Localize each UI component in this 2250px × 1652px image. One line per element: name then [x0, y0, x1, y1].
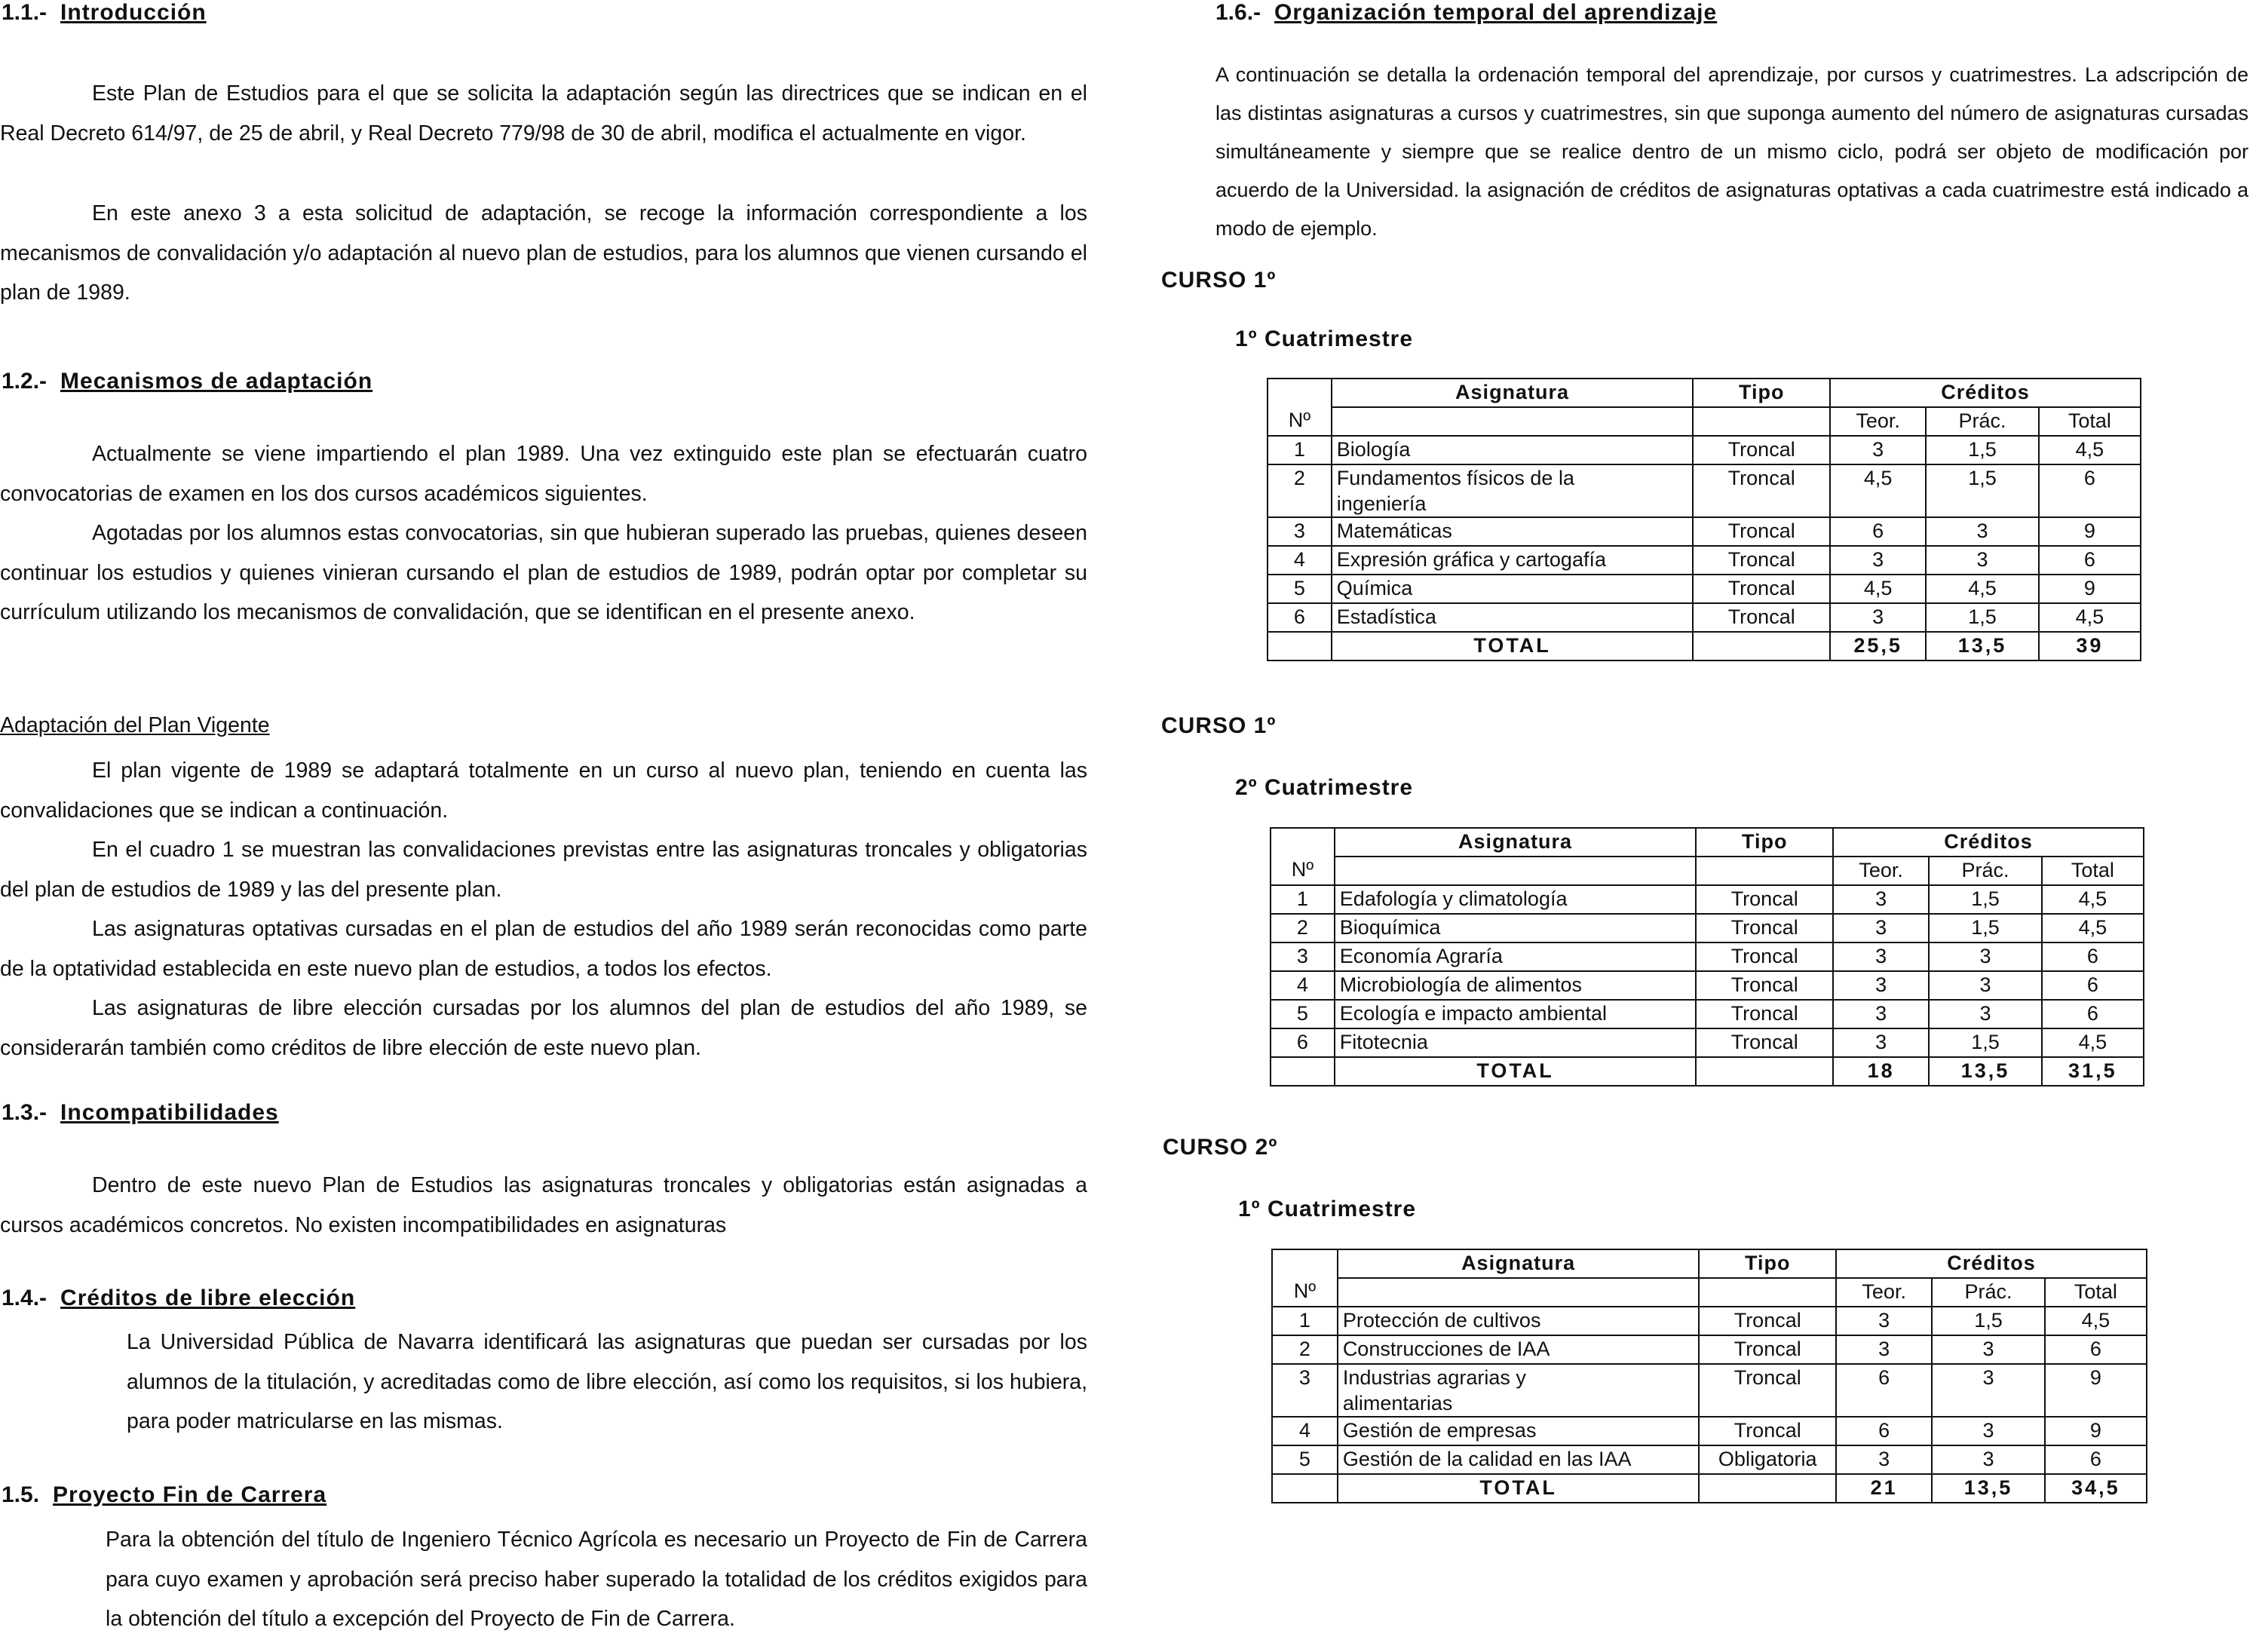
- total-label: TOTAL: [1332, 632, 1694, 660]
- section-number: 1.2.-: [2, 369, 48, 394]
- header-creditos: Créditos: [1833, 828, 2144, 857]
- row-type: Troncal: [1696, 885, 1833, 914]
- header-tipo: Tipo: [1693, 379, 1830, 407]
- row-subject: [1332, 464, 1694, 517]
- table-row: [1271, 1000, 2144, 1028]
- section-heading-1-3: [2, 1100, 279, 1126]
- row-teor: 3: [1833, 1000, 1929, 1028]
- section-title: Introducción: [60, 0, 207, 25]
- cuatrimestre-heading: 1º Cuatrimestre: [1238, 1197, 1417, 1221]
- row-subject: Construcciones de IAA: [1338, 1335, 1700, 1364]
- row-type: Troncal: [1696, 942, 1833, 971]
- adaptation-paragraph-2: Agotadas por los alumnos estas convocatorias, sin que hubieran superado las pruebas, quienes deseen continuar los estudios y quienes vinieran cursando el plan de estudios de 1989, podrán optar por completar su currículum utilizando los mecanismos de convalidación, que se identifican en el presente anexo.: [0, 521, 1087, 624]
- row-subject: [1338, 1364, 1700, 1417]
- table-row: [1268, 517, 2141, 546]
- row-prac: 4,5: [1926, 575, 2038, 603]
- row-prac: 1,5: [1926, 436, 2038, 464]
- section-title: Créditos de libre elección: [60, 1286, 356, 1310]
- row-type: Troncal: [1699, 1307, 1836, 1335]
- total-label: TOTAL: [1335, 1057, 1697, 1086]
- section-number: 1.3.-: [2, 1100, 48, 1125]
- row-prac: 3: [1926, 517, 2038, 546]
- row-total: 9: [2039, 517, 2141, 546]
- row-total: 4,5: [2042, 1028, 2144, 1057]
- table-row: [1268, 603, 2141, 632]
- row-teor: 3: [1830, 546, 1926, 575]
- row-subject: Economía Agraría: [1335, 942, 1697, 971]
- row-teor: 3: [1830, 436, 1926, 464]
- total-prac: 13,5: [1926, 632, 2038, 660]
- row-type: Troncal: [1696, 1028, 1833, 1057]
- plan-paragraph-4: Las asignaturas de libre elección cursadas por los alumnos del plan de estudios del año 1989, se considerarán también como créditos de libre elección de este nuevo plan.: [0, 996, 1087, 1060]
- row-total: 9: [2045, 1364, 2147, 1417]
- table-row: [1268, 436, 2141, 464]
- row-number: 3: [1271, 942, 1335, 971]
- intro-paragraph-2: En este anexo 3 a esta solicitud de adaptación, se recoge la información correspondiente a los mecanismos de convalidación y/o adaptación al nuevo plan de estudios, para los alumnos que vienen cursando el plan de 1989.: [0, 201, 1087, 305]
- row-prac: 1,5: [1926, 603, 2038, 632]
- header-total: Total: [2042, 857, 2144, 885]
- row-total: 6: [2039, 546, 2141, 575]
- credits-table: [1270, 827, 2144, 1087]
- row-total: 6: [2045, 1335, 2147, 1364]
- row-number: 1: [1272, 1307, 1338, 1335]
- row-total: 4,5: [2042, 914, 2144, 942]
- row-type: Troncal: [1699, 1417, 1836, 1445]
- section-heading-1-4: [2, 1286, 355, 1311]
- row-number: 5: [1268, 575, 1332, 603]
- header-no: Nº: [1268, 407, 1332, 436]
- total-total: 39: [2039, 632, 2141, 660]
- row-subject-line2: ingeniería: [1336, 492, 1427, 515]
- table-row: [1272, 1335, 2147, 1364]
- row-type: Troncal: [1693, 517, 1830, 546]
- row-total: 6: [2042, 1000, 2144, 1028]
- table-row: [1271, 971, 2144, 1000]
- header-creditos: Créditos: [1830, 379, 2141, 407]
- row-total: 4,5: [2045, 1307, 2147, 1335]
- row-subject: Estadística: [1332, 603, 1694, 632]
- row-type: Troncal: [1696, 914, 1833, 942]
- free-credits-paragraph: La Universidad Pública de Navarra identificará las asignaturas que puedan ser cursadas por los alumnos de la titulación, y acreditadas como de libre elección, así como los requisitos, si los hubiera, para poder matricularse en las mismas.: [127, 1330, 1087, 1433]
- section-title: Proyecto Fin de Carrera: [53, 1482, 327, 1507]
- section-title: Incompatibilidades: [60, 1100, 279, 1125]
- total-teor: 21: [1836, 1474, 1932, 1503]
- total-row: [1268, 632, 2141, 660]
- row-number: 2: [1268, 464, 1332, 517]
- total-total: 31,5: [2042, 1057, 2144, 1086]
- row-type: Troncal: [1699, 1364, 1836, 1417]
- row-subject: Biología: [1332, 436, 1694, 464]
- header-teor: Teor.: [1836, 1278, 1932, 1307]
- total-prac: 13,5: [1929, 1057, 2041, 1086]
- table-row: [1271, 1028, 2144, 1057]
- row-number: 5: [1272, 1445, 1338, 1474]
- curso-heading: CURSO 2º: [1163, 1135, 1278, 1160]
- row-total: 6: [2039, 464, 2141, 517]
- row-teor: 3: [1836, 1445, 1932, 1474]
- intro-paragraph-1: Este Plan de Estudios para el que se solicita la adaptación según las directrices que se indican en el Real Decreto 614/97, de 25 de abril, y Real Decreto 779/98 de 30 de abril, modifica el actualmente en vigor.: [0, 81, 1087, 146]
- row-subject: Fitotecnia: [1335, 1028, 1697, 1057]
- section-heading-1-1: [2, 0, 207, 26]
- plan-paragraph-2: En el cuadro 1 se muestran las convalidaciones previstas entre las asignaturas troncales y obligatorias del plan de estudios de 1989 y las del presente plan.: [0, 838, 1087, 902]
- row-subject: Ecología e impacto ambiental: [1335, 1000, 1697, 1028]
- section-number: 1.1.-: [2, 0, 48, 25]
- row-number: 4: [1272, 1417, 1338, 1445]
- row-teor: 6: [1830, 517, 1926, 546]
- total-total: 34,5: [2045, 1474, 2147, 1503]
- header-creditos: Créditos: [1836, 1249, 2147, 1278]
- header-tipo: Tipo: [1696, 828, 1833, 857]
- row-total: 4,5: [2039, 436, 2141, 464]
- header-tipo: Tipo: [1699, 1249, 1836, 1278]
- row-type: Troncal: [1699, 1335, 1836, 1364]
- row-teor: 3: [1836, 1335, 1932, 1364]
- temporal-org-paragraph: A continuación se detalla la ordenación temporal del aprendizaje, por cursos y cuatrimestres. La adscripción de las distintas asignaturas a cursos y cuatrimestres, sin que suponga aumento del número de asignaturas cursadas simultáneamente y siempre que se realice dentro de un mismo ciclo, podrá ser objeto de modificación por acuerdo de la Universidad. la asignación de créditos de asignaturas optativas a cada cuatrimestre está indicado a modo de ejemplo.: [1215, 63, 2248, 240]
- section-number: 1.5.: [2, 1482, 40, 1507]
- row-number: 4: [1271, 971, 1335, 1000]
- header-no: Nº: [1271, 857, 1335, 885]
- row-type: Troncal: [1696, 971, 1833, 1000]
- table-row: [1272, 1417, 2147, 1445]
- total-prac: 13,5: [1932, 1474, 2044, 1503]
- row-prac: 3: [1926, 546, 2038, 575]
- row-teor: 3: [1833, 971, 1929, 1000]
- row-type: Troncal: [1693, 546, 1830, 575]
- row-subject-line1: Fundamentos físicos de la: [1336, 467, 1574, 489]
- curso-heading: CURSO 1º: [1161, 713, 1277, 738]
- plan-paragraph-1: El plan vigente de 1989 se adaptará totalmente en un curso al nuevo plan, teniendo en cuenta las convalidaciones que se indican a continuación.: [0, 759, 1087, 823]
- total-label: TOTAL: [1338, 1474, 1700, 1503]
- table-row: [1271, 914, 2144, 942]
- row-type: Troncal: [1693, 603, 1830, 632]
- row-prac: 1,5: [1926, 464, 2038, 517]
- table-row: [1268, 464, 2141, 517]
- section-heading-1-2: [2, 369, 372, 394]
- row-prac: 1,5: [1932, 1307, 2044, 1335]
- table-row: [1268, 575, 2141, 603]
- row-prac: 3: [1932, 1417, 2044, 1445]
- row-subject: Matemáticas: [1332, 517, 1694, 546]
- header-total: Total: [2039, 407, 2141, 436]
- row-number: 1: [1271, 885, 1335, 914]
- row-subject: Gestión de la calidad en las IAA: [1338, 1445, 1700, 1474]
- row-subject: Protección de cultivos: [1338, 1307, 1700, 1335]
- row-type: Troncal: [1693, 464, 1830, 517]
- header-no: Nº: [1272, 1278, 1338, 1307]
- final-project-paragraph: Para la obtención del título de Ingeniero Técnico Agrícola es necesario un Proyecto de Fin de Carrera para cuyo examen y aprobación será preciso haber superado la totalidad de los créditos exigidos para la obtención del título a excepción del Proyecto de Fin de Carrera.: [106, 1528, 1087, 1631]
- row-type: Obligatoria: [1699, 1445, 1836, 1474]
- plan-paragraph-3: Las asignaturas optativas cursadas en el plan de estudios del año 1989 serán reconocidas como parte de la optatividad establecida en este nuevo plan de estudios, a todos los efectos.: [0, 917, 1087, 981]
- row-total: 4,5: [2042, 885, 2144, 914]
- header-asignatura: Asignatura: [1335, 828, 1697, 857]
- row-subject: Gestión de empresas: [1338, 1417, 1700, 1445]
- row-teor: 3: [1836, 1307, 1932, 1335]
- row-prac: 1,5: [1929, 885, 2041, 914]
- table-row: [1271, 942, 2144, 971]
- row-prac: 3: [1929, 971, 2041, 1000]
- total-teor: 25,5: [1830, 632, 1926, 660]
- cuatrimestre-heading: 2º Cuatrimestre: [1235, 775, 1414, 800]
- section-title: Organización temporal del aprendizaje: [1274, 0, 1718, 25]
- credits-table: [1271, 1249, 2147, 1503]
- row-teor: 4,5: [1830, 464, 1926, 517]
- row-type: Troncal: [1696, 1000, 1833, 1028]
- row-total: 6: [2045, 1445, 2147, 1474]
- table-row: [1272, 1445, 2147, 1474]
- row-subject-line2: alimentarias: [1342, 1392, 1453, 1414]
- row-number: 5: [1271, 1000, 1335, 1028]
- section-number: 1.6.-: [1215, 0, 1261, 25]
- credits-table: [1267, 378, 2141, 661]
- total-teor: 18: [1833, 1057, 1929, 1086]
- row-number: 1: [1268, 436, 1332, 464]
- table-row: [1268, 546, 2141, 575]
- row-total: 9: [2039, 575, 2141, 603]
- header-teor: Teor.: [1833, 857, 1929, 885]
- row-prac: 3: [1929, 942, 2041, 971]
- row-teor: 3: [1833, 914, 1929, 942]
- row-number: 6: [1271, 1028, 1335, 1057]
- row-teor: 4,5: [1830, 575, 1926, 603]
- subsection-title: Adaptación del Plan Vigente: [0, 713, 270, 737]
- section-heading-1-6: [1215, 0, 1717, 26]
- table-row: [1271, 885, 2144, 914]
- row-teor: 3: [1830, 603, 1926, 632]
- row-total: 9: [2045, 1417, 2147, 1445]
- row-teor: 6: [1836, 1364, 1932, 1417]
- row-prac: 1,5: [1929, 914, 2041, 942]
- section-number: 1.4.-: [2, 1286, 48, 1310]
- row-type: Troncal: [1693, 436, 1830, 464]
- row-subject: Bioquímica: [1335, 914, 1697, 942]
- row-prac: 3: [1932, 1364, 2044, 1417]
- header-prac: Prác.: [1926, 407, 2038, 436]
- row-teor: 6: [1836, 1417, 1932, 1445]
- table-row: [1272, 1307, 2147, 1335]
- adaptation-paragraph-1: Actualmente se viene impartiendo el plan 1989. Una vez extinguido este plan se efectuarán cuatro convocatorias de examen en los dos cursos académicos siguientes.: [0, 442, 1087, 506]
- row-prac: 3: [1932, 1335, 2044, 1364]
- total-row: [1271, 1057, 2144, 1086]
- row-subject: Química: [1332, 575, 1694, 603]
- header-asignatura: Asignatura: [1338, 1249, 1700, 1278]
- header-prac: Prác.: [1929, 857, 2041, 885]
- section-heading-1-5: [2, 1482, 326, 1508]
- row-number: 2: [1271, 914, 1335, 942]
- row-total: 6: [2042, 971, 2144, 1000]
- row-subject: Edafología y climatología: [1335, 885, 1697, 914]
- curso-heading: CURSO 1º: [1161, 268, 1277, 293]
- header-teor: Teor.: [1830, 407, 1926, 436]
- row-teor: 3: [1833, 885, 1929, 914]
- total-row: [1272, 1474, 2147, 1503]
- row-number: 4: [1268, 546, 1332, 575]
- row-number: 2: [1272, 1335, 1338, 1364]
- table-row: [1272, 1364, 2147, 1417]
- incompat-paragraph: Dentro de este nuevo Plan de Estudios las asignaturas troncales y obligatorias están asignadas a cursos académicos concretos. No existen incompatibilidades en asignaturas: [0, 1173, 1087, 1237]
- section-title: Mecanismos de adaptación: [60, 369, 373, 394]
- row-number: 6: [1268, 603, 1332, 632]
- row-number: 3: [1268, 517, 1332, 546]
- header-asignatura: Asignatura: [1332, 379, 1694, 407]
- cuatrimestre-heading: 1º Cuatrimestre: [1235, 326, 1414, 351]
- row-prac: 3: [1932, 1445, 2044, 1474]
- row-prac: 3: [1929, 1000, 2041, 1028]
- row-number: 3: [1272, 1364, 1338, 1417]
- row-total: 6: [2042, 942, 2144, 971]
- row-subject: Microbiología de alimentos: [1335, 971, 1697, 1000]
- row-teor: 3: [1833, 1028, 1929, 1057]
- row-prac: 1,5: [1929, 1028, 2041, 1057]
- row-teor: 3: [1833, 942, 1929, 971]
- row-subject: Expresión gráfica y cartogafía: [1332, 546, 1694, 575]
- header-total: Total: [2045, 1278, 2147, 1307]
- header-prac: Prác.: [1932, 1278, 2044, 1307]
- row-type: Troncal: [1693, 575, 1830, 603]
- row-total: 4,5: [2039, 603, 2141, 632]
- row-subject-line1: Industrias agrarias y: [1342, 1366, 1526, 1389]
